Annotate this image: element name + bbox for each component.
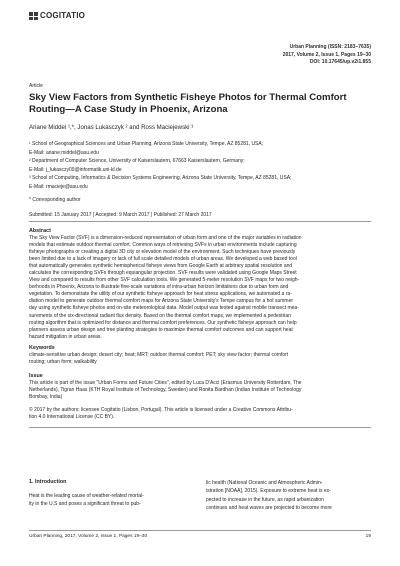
affiliation-line: ¹ School of Geographical Sciences and Urban Planning, Arizona State University, Tempe, AZ 85281, USA; [29,141,264,147]
abstract-line: calculates the corresponding SVFs through equiangular projection. SVF results were validated using Google Maps Street [29,270,297,277]
abstract-line: surements of the six-directional radiant flux density. Based on the thermal comfort maps, we implemented a pedestrian [29,312,291,319]
abstract-text [29,235,371,341]
publication-dates: Submitted: 15 January 2017 | Accepted: 9 March 2017 | Published: 27 March 2017 [29,212,212,218]
journal-volume: 2017, Volume 2, Issue 1, Pages 19–30 [282,51,371,58]
issue-line: This article is part of the issue "Urban Forms and Future Cities", edited by Luca D'Acci (Erasmus University Rotterdam, The [29,380,302,386]
divider [29,221,371,222]
author-list: Ariane Middel ¹,*, Jonas Lukasczyk ² and Ross Maciejewski ³ [29,124,194,131]
body-line: pected to increase in the future, as rapid urbanization [206,496,324,503]
journal-doi[interactable]: DOI: 10.17645/up.v2i1.855 [309,59,371,66]
article-title-line-2: Routing—A Case Study in Phoenix, Arizona [29,103,228,115]
abstract-line: day using synthetic fisheye photos and on-site meteorological data. Model output was tested against mobile transect mea- [29,305,299,312]
issue-line: Bombay, India) [29,394,63,400]
article-title [29,92,371,115]
body-left-column [29,492,194,509]
body-line: Heat is the leading cause of weather-related mortal- [29,493,144,499]
abstract-line: borhoods in Phoenix, Arizona to illustrate fine-scale variations of intra-urban horizon limitations due to urban form and [29,284,289,291]
copyright-notice [29,407,371,421]
journal-info [283,44,371,67]
body-line: ity in the U.S and poses a significant threat to pub- [29,501,141,508]
abstract-line: diation model to generate outdoor thermal comfort maps for Arizona State University's Tempe campus for a hot summer [29,298,294,305]
footer-divider [29,530,371,531]
corresponding-author-note: * Corresponding author [29,197,81,203]
keywords-text [29,352,371,366]
footer-citation: Urban Planning, 2017, Volume 2, Issue 1, Pages 19–30 [29,534,148,539]
abstract-line: been limited due to a lack of imagery or lack of full scale detailed models of urban areas. We developed a web based tool [29,256,297,263]
cogitatio-logo-icon [29,12,38,20]
publisher-logo[interactable] [29,11,85,20]
issue-heading: Issue [29,373,43,379]
abstract-line: vegetation. To demonstrate the utility of our synthetic fisheye approach for heat stress applications, we automated a ra- [29,291,292,298]
body-line: lic health (National Oceanic and Atmospheric Admin- [206,480,323,486]
keywords-line: climate-sensitive urban design; desert city; heat; MRT; outdoor thermal comfort; PET; sky view factor; thermal comfort [29,352,289,358]
abstract-heading: Abstract [29,228,51,234]
abstract-line: that automatically generates synthetic hemispherical fisheye views from Google Earth at arbitrary spatial resolution and [29,263,293,270]
copyright-line: © 2017 by the authors; licensee Cogitatio (Lisbon, Portugal). This article is licensed under a Creative Commons Attribu- [29,407,293,413]
issue-text [29,380,371,401]
article-title-line-1: Sky View Factors from Synthetic Fisheye Photos for Thermal Comfort [29,92,347,103]
affiliation-line: ² Department of Computer Science, University of Kaiserslautern, 67663 Kaiserslautern, Germany; [29,158,245,165]
article-type-label: Article [29,83,43,89]
copyright-line: tion 4.0 International License (CC BY). [29,414,115,420]
abstract-line: View and compared to results from other SVF calculation tools. We generated 5-meter resolution SVF maps for two neigh- [29,277,300,284]
affiliation-line: ³ School of Computing, Informatics & Decision Systems Engineering, Arizona State University, Tempe, AZ 85281, USA; [29,175,292,182]
section-heading: 1. Introduction [29,479,67,485]
issue-line: Netherlands), Tigran Haas (KTH Royal Institute of Technology, Sweden) and Ronita Bardhan (Indian Institute of Technology [29,387,302,393]
journal-issn: Urban Planning (ISSN: 2183–7635) [289,44,371,50]
abstract-line: The Sky View Factor (SVF) is a dimension-reduced representation of urban form and one of the major variables in radiation [29,235,302,241]
abstract-line: models that estimate outdoor thermal comfort. Common ways of retrieving SVFs in urban environments include capturing [29,242,297,249]
body-line: istration [NOAA], 2015). Exposure to extreme heat is ex- [206,488,331,495]
author-email[interactable]: E-Mail: ariane.middel@asu.edu [29,149,99,156]
body-right-column [206,479,371,513]
body-line: continues and heat waves are projected to become more [206,505,332,512]
abstract-line: routing algorithm that is optimized for distance and thermal comfort preferences. Our synthetic fisheye approach can help [29,319,297,326]
affiliations [29,140,371,192]
keywords-heading: Keywords [29,345,55,351]
divider [29,427,371,428]
abstract-line: planners assess urban design and tree planting strategies to maximize thermal comfort outcomes and can support heat [29,326,293,333]
abstract-line: hazard mitigation in urban areas. [29,333,102,340]
publisher-name: COGITATIO [40,11,86,20]
page-number: 19 [365,534,371,539]
author-email[interactable]: E-Mail: j_lukasczy09@informatik.uni-kl.de [29,166,122,173]
keywords-line: routing; urban form; walkability [29,359,97,365]
abstract-line: fisheye photographs or creating a digital 3D city or elevation model of the environment. Such techniques have previously [29,249,296,256]
author-email[interactable]: E-Mail: rmacieje@asu.edu [29,183,88,190]
